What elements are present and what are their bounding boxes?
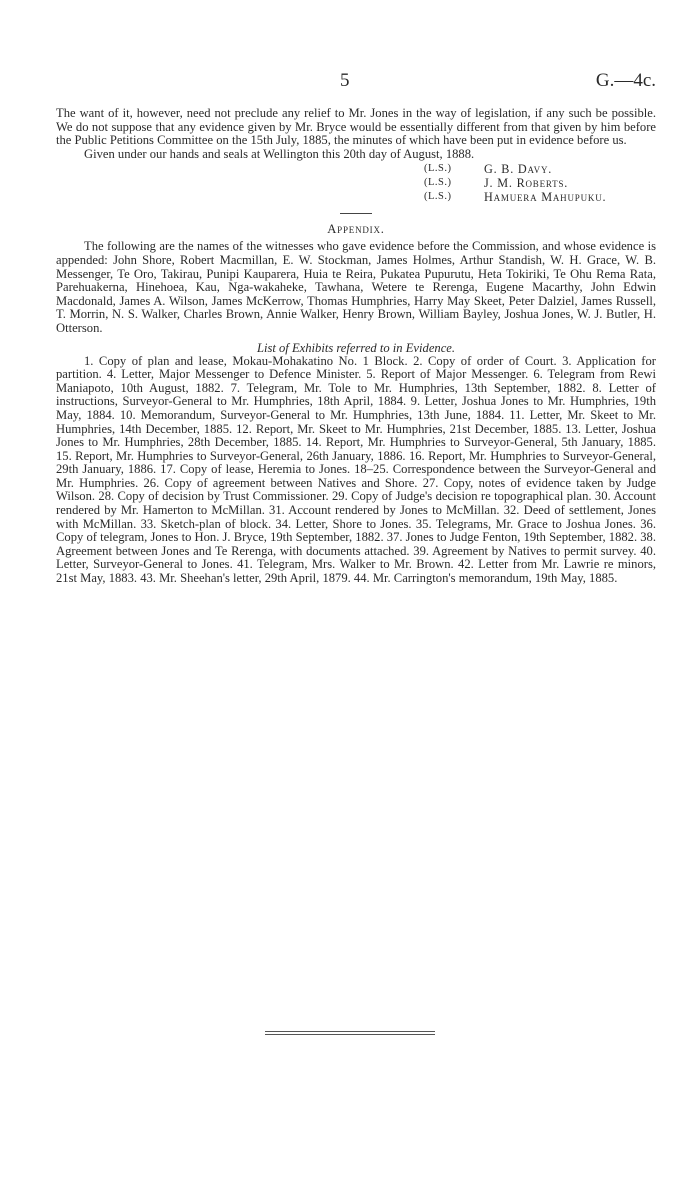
signature-row xyxy=(424,190,606,204)
signature-row xyxy=(424,162,606,176)
page-number: 5 xyxy=(340,70,350,91)
signature-row xyxy=(424,176,606,190)
seal-mark: (L.S.) xyxy=(424,191,452,203)
signatory-name: G. B. Davy. xyxy=(484,162,553,177)
signature-block xyxy=(424,162,606,204)
section-divider xyxy=(340,213,372,214)
intro-paragraph: The want of it, however, need not preclude any relief to Mr. Jones in the way of legislation, if any such be possible. We do not suppose that any evidence given by Mr. Bryce would be essentially different from that given by him before the Public Petitions Committee on the 15th July, 1885, the minutes of which have been put in evidence before us. xyxy=(56,106,656,148)
exhibits-paragraph: 1. Copy of plan and lease, Mokau-Mohakatino No. 1 Block. 2. Copy of order of Court. 3. Application for partition. 4. Letter, Major Messenger to Defence Minister. 5. Report of Major Messenger. 6. Telegram from Rewi Maniapoto, 10th August, 1882. 7. Telegram, Mr. Tole to Mr. Humphries, 13th September, 1882. 8. Letter of instructions, Surveyor-General to Mr. Humphries, 18th April, 1884. 9. Letter, Joshua Jones to Mr. Humphries, 19th May, 1884. 10. Memorandum, Surveyor-General to Mr. Humphries, 13th June, 1884. 11. Letter, Mr. Skeet to Mr. Humphries, 14th December, 1885. 12. Report, Mr. Skeet to Mr. Humphries, 21st December, 1885. 13. Letter, Joshua Jones to Mr. Humphries, 28th December, 1885. 14. Report, Mr. Humphries to Surveyor-General, 5th January, 1885. 15. Report, Mr. Humphries to Surveyor-General, 26th January, 1886. 16. Report, Mr. Humphries to Surveyor-General, 29th January, 1886. 17. Copy of lease, Heremia to Jones. 18–25. Correspondence between the Surveyor-General and Mr. Humphries. 26. Copy of agreement between Natives and Shore. 27. Copy, notes of evidence taken by Judge Wilson. 28. Copy of decision by Trust Commissioner. 29. Copy of Judge's decision re topographical plan. 30. Account rendered by Mr. Hamerton to McMillan. 31. Account rendered by Jones to McMillan. 32. Deed of settlement, Jones with McMillan. 33. Sketch-plan of block. 34. Letter, Shore to Jones. 35. Telegrams, Mr. Grace to Joshua Jones. 36. Copy of telegram, Jones to Hon. J. Bryce, 19th September, 1882. 37. Jones to Judge Fenton, 19th September, 1882. 38. Agreement between Jones and Te Rerenga, with documents attached. 39. Agreement by Natives to permit survey. 40. Letter, Surveyor-General to Jones. 41. Telegram, Mrs. Walker to Mr. Brown. 42. Letter from Mr. Lawrie re minors, 21st May, 1883. 43. Mr. Sheehan's letter, 29th April, 1879. 44. Mr. Carrington's memorandum, 19th May, 1885. xyxy=(56,353,656,586)
seal-mark: (L.S.) xyxy=(424,177,452,189)
given-under-hands-line: Given under our hands and seals at Wellington this 20th day of August, 1888. xyxy=(84,146,475,161)
page-body xyxy=(56,107,656,586)
page-header xyxy=(0,70,700,94)
signatory-name: J. M. Roberts. xyxy=(484,176,569,191)
witnesses-paragraph: The following are the names of the witnesses who gave evidence before the Commission, and whose evidence is appended: John Shore, Robert Macmillan, E. W. Stockman, James Holmes, Arthur Standish, W. H. Grace, W. B. Messenger, Te Oro, Takirau, Punipi Kauparera, Huia te Reira, Pukatea Pupurutu, Heta Tokiriki, Te Ohu Rema Rata, Parehuakerna, Hinehoea, Kau, Nga-wakaheke, Tawhana, Wetere te Rerenga, Eugene Macarthy, John Edwin Macdonald, James A. Wilson, James McKerrow, Thomas Humphries, Harry May Skeet, Peter Dalziel, James Russell, T. Morrin, N. S. Walker, Charles Brown, Annie Walker, Henry Brown, William Bayley, Joshua Jones, W. J. Butler, H. Otterson. xyxy=(56,239,656,335)
seal-mark: (L.S.) xyxy=(424,163,452,175)
end-of-page-rule xyxy=(265,1031,435,1035)
appendix-heading: Appendix. xyxy=(327,222,385,237)
signatory-name: Hamuera Mahupuku. xyxy=(484,190,607,205)
exhibits-heading: List of Exhibits referred to in Evidence. xyxy=(256,340,456,355)
document-reference: G.—4c. xyxy=(595,70,656,91)
